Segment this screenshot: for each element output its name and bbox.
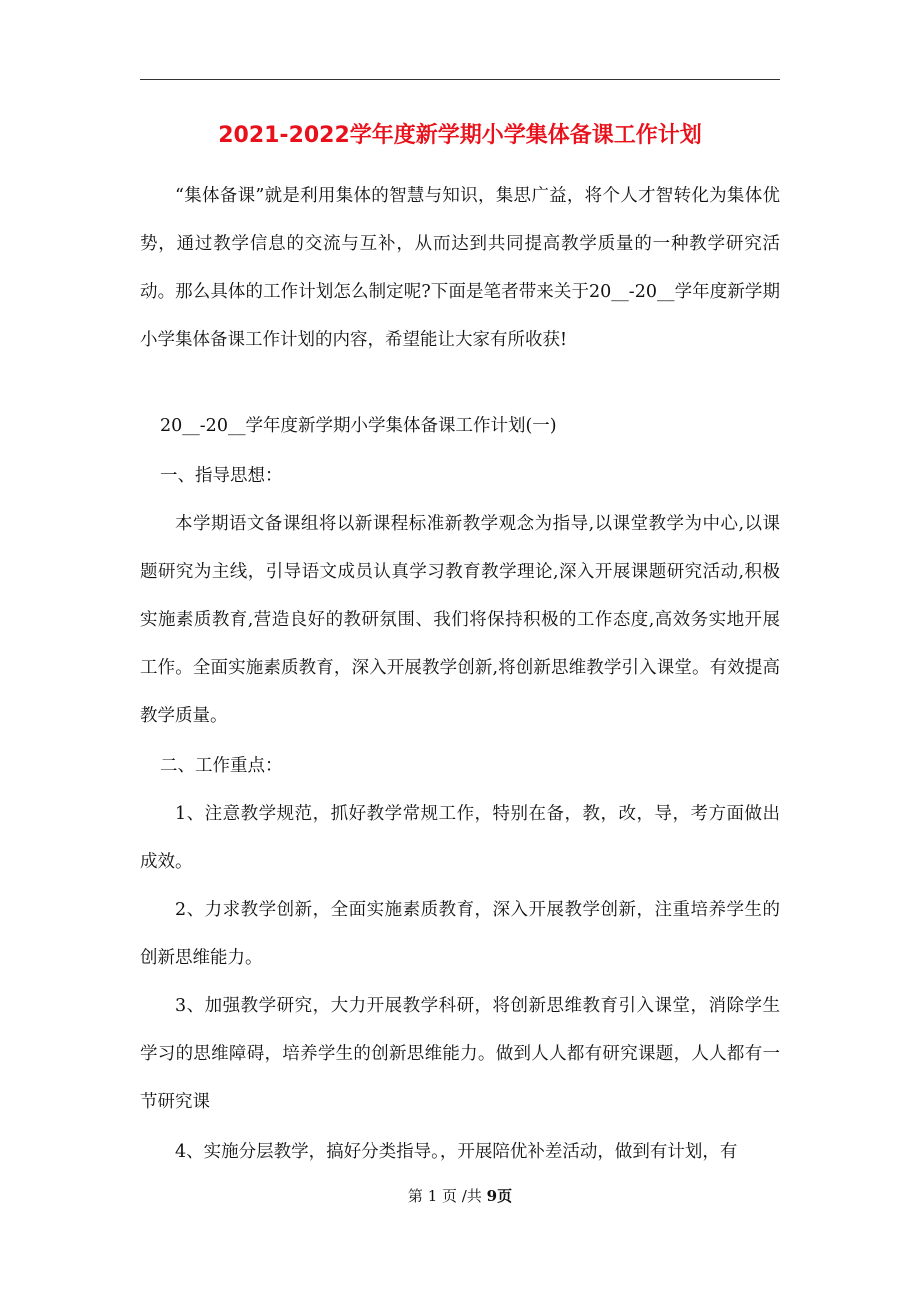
footer-suffix: 页 xyxy=(497,1187,513,1205)
list-item: 3、加强教学研究，大力开展教学科研，将创新思维教育引入课堂，消除学生学习的思维障碍，培养学生的创新思维能力。做到人人都有研究课题，人人都有一节研究课 xyxy=(140,996,780,1112)
footer-current-page: 1 xyxy=(427,1187,438,1205)
intro-paragraph: “集体备课”就是利用集体的智慧与知识，集思广益，将个人才智转化为集体优势，通过教学信息的交流与互补，从而达到共同提高教学质量的一种教学研究活动。那么具体的工作计划怎么制定呢?下面是笔者带来关于20__-20__学年度新学期小学集体备课工作计划的内容，希望能让大家有所收获! xyxy=(140,186,780,350)
list-item: 1、注意教学规范，抓好教学常规工作，特别在备，教，改，导，考方面做出成效。 xyxy=(140,804,780,872)
footer-prefix: 第 xyxy=(407,1187,423,1205)
heading-work-focus: 二、工作重点： xyxy=(160,756,283,776)
header-rule xyxy=(140,79,780,80)
heading-guiding-ideology: 一、指导思想： xyxy=(160,466,283,486)
section-title: 20__-20__学年度新学期小学集体备课工作计划(一) xyxy=(160,416,557,436)
document-title: 2021-2022学年度新学期小学集体备课工作计划 xyxy=(218,123,702,148)
page-footer xyxy=(0,1184,920,1208)
list-item: 4、实施分层教学，搞好分类指导。，开展陪优补差活动，做到有计划，有 xyxy=(175,1142,738,1162)
footer-middle: 页 /共 xyxy=(442,1187,482,1205)
paragraph-guiding-ideology: 本学期语文备课组将以新课程标准新教学观念为指导,以课堂教学为中心,以课题研究为主线，引导语文成员认真学习教育教学理论,深入开展课题研究活动,积极实施素质教育,营造良好的教研氛围、我们将保持积极的工作态度,高效务实地开展工作。全面实施素质教育，深入开展教学创新,将创新思维教学引入课堂。有效提高教学质量。 xyxy=(140,514,780,726)
footer-total-pages: 9 xyxy=(486,1187,498,1205)
list-item: 2、力求教学创新，全面实施素质教育，深入开展教学创新，注重培养学生的创新思维能力。 xyxy=(140,900,780,968)
